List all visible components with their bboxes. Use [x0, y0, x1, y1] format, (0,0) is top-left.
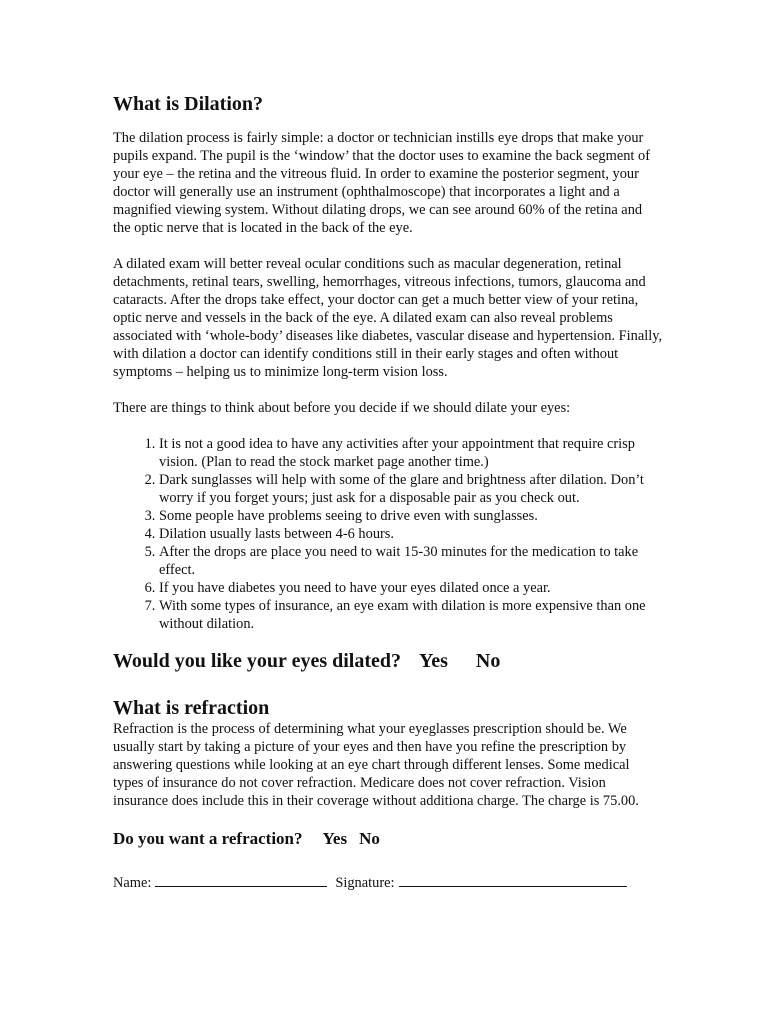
refraction-question	[113, 828, 663, 850]
refraction-yes-option[interactable]: Yes	[322, 829, 348, 848]
dilation-paragraph-2: A dilated exam will better reveal ocular conditions such as macular degeneration, retinal detachments, retinal tears, swelling, hemorrhages, vitreous infections, tumors, glaucoma and cataracts. After the drops take effect, your doctor can get a much better view of your retina, optic nerve and vessels in the back of the eye. A dilated exam can also reveal problems associated with ‘whole-body’ diseases like diabetes, vascular disease and hypertension. Finally, with dilation a doctor can identify conditions still in their early stages and often without symptoms – helping us to minimize long-term vision loss.	[113, 256, 663, 380]
dilation-question-text: Would you like your eyes dilated?	[113, 650, 402, 672]
list-item: 3. Some people have problems seeing to drive even with sunglasses.	[159, 507, 663, 525]
name-field[interactable]	[155, 872, 327, 887]
dilation-paragraph-1: The dilation process is fairly simple: a doctor or technician instills eye drops that make your pupils expand. The pupil is the ‘window’ that the doctor uses to examine the back segment of your eye – the retina and the vitreous fluid. In order to examine the posterior segment, your doctor will generally use an instrument (ophthalmoscope) that incorporates a light and a magnified viewing system. Without dilating drops, we can see around 60% of the retina and the optic nerve that is located in the back of the eye.	[113, 130, 650, 236]
dilation-title: What is Dilation?	[113, 93, 264, 115]
list-item: 2. Dark sunglasses will help with some of the glare and brightness after dilation. Don’t worry if you forget yours; just ask for a disposable pair as you check out.	[159, 471, 663, 507]
considerations-list	[113, 435, 663, 633]
signature-label: Signature:	[335, 875, 395, 891]
signature-field[interactable]	[399, 872, 627, 887]
refraction-paragraph: Refraction is the process of determining what your eyeglasses prescription should be. We usually start by taking a picture of your eyes and then have you refine the prescription by answering questions while looking at an eye chart through different lenses. Some medical types of insurance do not cover refraction. Medicare does not cover refraction. Vision insurance does include this in their coverage without additiona charge. The charge is 75.00.	[113, 721, 639, 809]
list-item: 6. If you have diabetes you need to have your eyes dilated once a year.	[159, 579, 663, 597]
refraction-title: What is refraction	[113, 697, 270, 719]
list-item: 7. With some types of insurance, an eye exam with dilation is more expensive than one without dilation.	[159, 597, 663, 633]
dilation-question	[113, 649, 663, 673]
signature-row	[113, 872, 663, 892]
dilation-paragraph-3: There are things to think about before you decide if we should dilate your eyes:	[113, 400, 571, 416]
list-item: 1. It is not a good idea to have any activities after your appointment that require crisp vision. (Plan to read the stock market page another time.)	[159, 435, 663, 471]
refraction-no-option[interactable]: No	[359, 829, 380, 848]
document-page	[113, 92, 663, 892]
list-item: 4. Dilation usually lasts between 4-6 hours.	[159, 525, 663, 543]
dilation-no-option[interactable]: No	[475, 650, 501, 672]
name-label: Name:	[113, 875, 152, 891]
refraction-question-text: Do you want a refraction?	[113, 829, 303, 848]
dilation-yes-option[interactable]: Yes	[419, 650, 448, 672]
list-item: 5. After the drops are place you need to wait 15-30 minutes for the medication to take effect.	[159, 543, 663, 579]
